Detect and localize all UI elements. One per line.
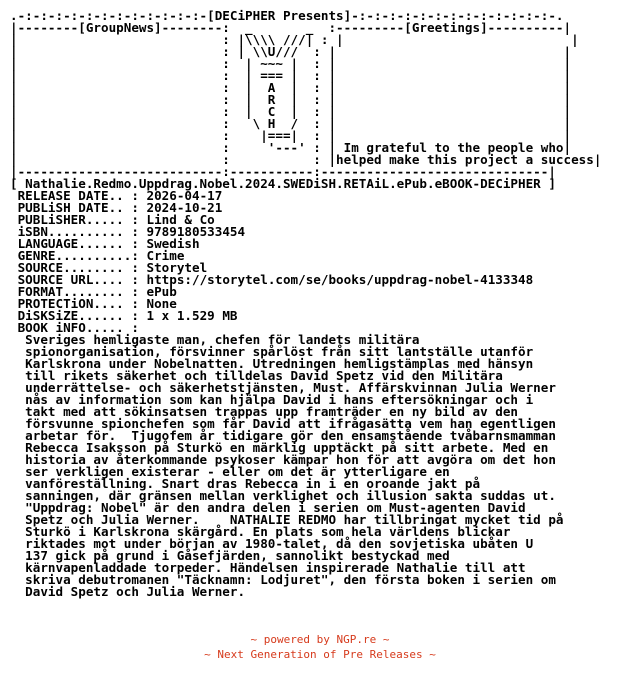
info-field-value: 2024-10-21 [146, 200, 223, 215]
book-info-line: Sveriges hemligaste man, chefen för landets militära [10, 332, 420, 347]
info-field-label: SOURCE URL.... : [10, 272, 139, 287]
info-field-value: Swedish [146, 236, 200, 251]
book-info-line: sanningen, där gränsen mellan verklighet och illusion sakta suddas ut. [10, 488, 556, 503]
info-field-label: GENRE..........: [10, 248, 139, 263]
book-info-text [10, 332, 564, 599]
info-field-label: PUBLiSH DATE.. : [10, 200, 139, 215]
info-field-label: PROTECTiON.... : [10, 296, 139, 311]
ascii-art-line: | : | R | : | | [10, 92, 572, 107]
book-info-line: Sturkö i Karlskrona skärgård. En plats som hela världens blickar [10, 524, 511, 539]
ascii-art-line: | : \ H / : | | [10, 116, 572, 131]
info-field-value: ePub [146, 284, 177, 299]
book-info-line: försvunne spionchefen som får David att ifrågasätta vem han egentligen [10, 416, 556, 431]
book-info-line: ser verkligen existerar - eller om det är ytterligare en [10, 464, 450, 479]
ascii-art-line: | : | A | : | | [10, 80, 572, 95]
book-info-line: Spetz och Julia Werner. NATHALIE REDMO har tillbringat mycket tid på [10, 512, 564, 527]
book-info-line: nås av information som kan hjälpa David i hans eftersökningar och i [10, 392, 534, 407]
book-info-line: takt med att sökinsatsen trappas upp framträder en ny bild av den [10, 404, 518, 419]
book-info-line: underrättelse- och säkerhetstjänsten, Must. Affärskvinnan Julia Werner [10, 380, 556, 395]
ascii-art-line: | : | ~~~ | : | | [10, 56, 572, 71]
info-field-label: PUBLiSHER..... : [10, 212, 139, 227]
ascii-art-line: | : |\\\\ ///| : | | [10, 32, 579, 47]
info-field-value: 2026-04-17 [146, 188, 223, 203]
info-field-label: SOURCE........ : [10, 260, 139, 275]
info-field-value: Storytel [146, 260, 208, 275]
nfo-document [10, 10, 601, 598]
info-field-value: 1 x 1.529 MB [146, 308, 238, 323]
ascii-art-line: | : : |helped make this project a success| [10, 152, 602, 167]
ascii-art-header [10, 8, 601, 179]
footer-tagline: ~ Next Generation of Pre Releases ~ [204, 648, 436, 661]
ascii-art-line: |---------------------------:-----------:------------------------------| [10, 164, 556, 179]
book-info-line: till rikets säkerhet och tilldelas David Spetz vid den Militära [10, 368, 503, 383]
info-field-label: iSBN.......... : [10, 224, 139, 239]
info-field-value: Lind & Co [146, 212, 215, 227]
release-info-fields [10, 188, 533, 335]
ascii-art-line: | : | \\U/// : | | [10, 44, 572, 59]
book-info-line: vanföreställning. Snart dras Rebecca in i en oroande jakt på [10, 476, 481, 491]
info-field-value: 9789180533454 [146, 224, 246, 239]
info-field-label: DiSKSiZE...... : [10, 308, 139, 323]
book-info-line: riktades mot under början av 1980-talet, då den sovjetiska ubåten U [10, 536, 534, 551]
book-info-line: arbetar för. Tjugofem år tidigare gör den ensamstående tvåbarnsmamman [10, 428, 556, 443]
ascii-art-line: |--------[GroupNews]--------: _ _ :---------[Greetings]----------| [10, 20, 572, 35]
book-info-line: historia av återkommande psykoser kämpar hon för att avgöra om det hon [10, 452, 556, 467]
book-info-line: Karlskrona under Nobelnatten. Utredningen hemligstämplas med hänsyn [10, 356, 534, 371]
book-info-line: spionorganisation, försvinner spårlöst från sitt lantställe utanför [10, 344, 534, 359]
ascii-art-line: | : | === | : | | [10, 68, 572, 83]
book-info-line: kärnvapenladdade torpeder. Händelsen inspirerade Nathalie till att [10, 560, 526, 575]
info-field-label: FORMAT........ : [10, 284, 139, 299]
info-field-label: RELEASE DATE.. : [10, 188, 139, 203]
ascii-art-line: | : '---' : | Im grateful to the people who| [10, 140, 572, 155]
info-field-value: https://storytel.com/se/books/uppdrag-nobel-4133348 [146, 272, 534, 287]
book-info-line: "Uppdrag: Nobel" är den andra delen i serien om Must-agenten David [10, 500, 526, 515]
book-info-line: skriva debutromanen "Täcknamn: Lodjuret", den första boken i serien om [10, 572, 556, 587]
ascii-art-line: | : | C | : | | [10, 104, 572, 119]
info-field-value: None [146, 296, 177, 311]
book-info-line: 137 gick på grund i Gåsefjärden, sannolikt bestyckad med [10, 548, 450, 563]
info-field-label: LANGUAGE...... : [10, 236, 139, 251]
ascii-art-line: .-:-:-:-:-:-:-:-:-:-:-:-:-[DECiPHER Presents]-:-:-:-:-:-:-:-:-:-:-:-:-:-. [10, 8, 564, 23]
footer-powered-by: ~ powered by NGP.re ~ [250, 633, 390, 646]
ascii-art-line: | : |===| : | | [10, 128, 572, 143]
info-field-label: BOOK iNFO..... : [10, 320, 139, 335]
book-info-line: Rebecca Isaksson på Sturkö en märklig upptäckt på sitt arbete. Med en [10, 440, 549, 455]
book-info-line: David Spetz och Julia Werner. [10, 584, 246, 599]
release-title: [ Nathalie.Redmo.Uppdrag.Nobel.2024.SWEDiSH.RETAiL.ePub.eBOOK-DECiPHER ] [10, 176, 556, 191]
info-field-value: Crime [146, 248, 185, 263]
